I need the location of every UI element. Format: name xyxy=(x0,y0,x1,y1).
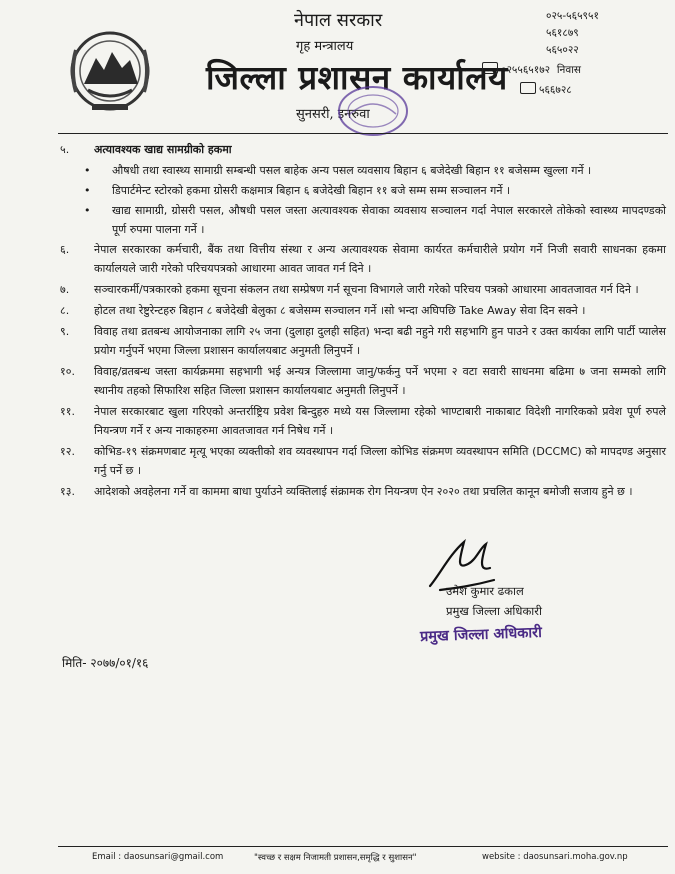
sub-list-item xyxy=(60,181,666,200)
office-seal-stamp-icon xyxy=(336,84,410,138)
list-item xyxy=(60,140,666,159)
list-item xyxy=(60,322,666,360)
list-item xyxy=(60,362,666,400)
item-text: होटल तथा रेष्टुरेन्टहरु बिहान ८ बजेदेखी बेलुका ८ बजेसम्म सञ्चालन गर्ने ।सो भन्दा अघिपछि Take Away सेवा दिन सक्ने । xyxy=(94,304,586,317)
item-number: ७. xyxy=(60,283,70,296)
nepal-emblem-icon xyxy=(62,28,158,114)
phone-number: ०२५-५६५९५१ xyxy=(546,10,599,22)
item-heading: अत्यावश्यक खाद्य सामग्रीको हकमा xyxy=(94,143,232,156)
list-item xyxy=(60,442,666,480)
phone-number: ५६५०२२ xyxy=(546,44,579,56)
item-number: ८. xyxy=(60,304,70,317)
item-number: ६. xyxy=(60,243,70,256)
phone-numbers xyxy=(546,8,599,59)
sub-list-item xyxy=(60,201,666,239)
phone-number: ५६१८७९ xyxy=(546,27,579,39)
footer-website: website : daosunsari.moha.gov.np xyxy=(482,852,628,862)
telephone-icon xyxy=(482,62,498,74)
list-item xyxy=(60,240,666,278)
signatory-name: उमेश कुमार ढकाल xyxy=(446,584,524,598)
designation-stamp: प्रमुख जिल्ला अधिकारी xyxy=(419,624,543,646)
sub-item-text: औषधी तथा स्वास्थ्य सामाग्री सम्बन्धी पसल बाहेक अन्य पसल व्यवसाय बिहान ६ बजेदेखी बिहान ११ बजेसम्म खुल्ला गर्ने । xyxy=(112,164,592,177)
header-government: नेपाल सरकार xyxy=(294,10,383,31)
item-text: विवाह/व्रतबन्ध जस्ता कार्यक्रममा सहभागी भई अन्यत्र जिल्लामा जानु/फर्कनु पर्ने भएमा २ वटा सवारी साधनमा बढिमा ७ जना सम्मको लागि स्थानीय तहको सिफारिश सहित जिल्ला प्रशासन कार्यालयबाट अनुमती लिनुपर्ने । xyxy=(94,365,666,397)
sub-item-text: डिपार्टमेन्ट स्टोरको हकमा ग्रोसरी कक्षमात्र बिहान ६ बजेदेखी बिहान ११ बजे सम्म सम्म सञ्चालन गर्ने । xyxy=(112,184,511,197)
fax-icon xyxy=(520,82,536,94)
item-number: १२. xyxy=(60,445,75,458)
sub-list-item xyxy=(60,161,666,180)
sub-item-text: खाद्य सामाग्री, ग्रोसरी पसल, औषधी पसल जस्ता अत्यावश्यक सेवाका व्यवसाय सञ्चालन गर्दा नेपाल सरकारले तोकेको स्वास्थ्य मापदण्डको पूर्ण रुपमा पालना गर्ने । xyxy=(112,204,666,236)
header-divider xyxy=(58,133,668,134)
item-text: नेपाल सरकारका कर्मचारी, बैंक तथा वित्तीय संस्था र अन्य अत्यावश्यक सेवामा कार्यरत कर्मचारीले प्रयोग गर्ने निजी सवारी साधनका हकमा कार्यालयले जारी गरेको परिचयपत्रको आधारमा आवत जावत गर्न दिने । xyxy=(94,243,666,275)
bullet-icon: • xyxy=(84,164,91,177)
item-text: आदेशको अवहेलना गर्ने वा काममा बाधा पुर्याउने व्यक्तिलाई संक्रामक रोग नियन्त्रण ऐन २०२० तथा प्रचलित कानून बमोजी सजाय हुने छ । xyxy=(94,485,633,498)
footer-email: Email : daosunsari@gmail.com xyxy=(92,852,224,862)
item-text: कोभिड-१९ संक्रमणबाट मृत्यू भएका व्यक्तीको शव व्यवस्थापन गर्दा जिल्ला कोभिड संक्रमण व्यवस्थापन समिति (DCCMC) को मापदण्ड अनुसार गर्नु पर्ने छ । xyxy=(94,445,666,477)
footer-divider xyxy=(58,846,668,847)
item-number: ५. xyxy=(60,143,70,156)
item-text: नेपाल सरकारबाट खुला गरिएको अन्तर्राष्ट्रिय प्रवेश बिन्दुहरु मध्ये यस जिल्लामा रहेको भाण्टाबारी नाकाबाट विदेशी नागरिकको प्रवेश पूर्ण रुपले नियन्त्रण गर्ने र अन्य नाकाहरुमा आवतजावत गर्न निषेध गर्ने । xyxy=(94,405,666,437)
list-item xyxy=(60,301,666,320)
issue-date: मिति- २०७७/०१/१६ xyxy=(62,656,149,670)
item-number: १३. xyxy=(60,485,75,498)
footer-motto: "स्वच्छ र सक्षम निजामती प्रशासन,समृद्धि र सुशासन" xyxy=(254,853,417,863)
item-number: ९. xyxy=(60,325,70,338)
item-number: १०. xyxy=(60,365,75,378)
bullet-icon: • xyxy=(84,184,91,197)
fax-number: ५६६७२८ xyxy=(539,84,572,96)
residence-label: निवास xyxy=(556,64,582,76)
item-text: सञ्चारकर्मी/पत्रकारको हकमा सूचना संकलन तथा सम्प्रेषण गर्न सूचना विभागले जारी गरेको परिचय पत्रको आधारमा आवतजावत गर्न दिने । xyxy=(94,283,639,296)
header-office-title: जिल्ला प्रशासन कार्यालय xyxy=(206,58,508,97)
item-text: विवाह तथा व्रतबन्ध आयोजनाका लागि २५ जना (दुलाहा दुलही सहित) भन्दा बढी नहुने गरी सहभागि हुन पाउने र उक्त कार्यका लागि पार्टी प्यालेस प्रयोग गर्नुपर्ने भएमा जिल्ला प्रशासन कार्यालयबाट अनुमती लिनुपर्ने । xyxy=(94,325,666,357)
header-location: सुनसरी, इनरुवा xyxy=(296,107,370,122)
fax-row xyxy=(520,82,572,97)
list-item xyxy=(60,482,666,501)
residence-phone-row xyxy=(482,62,581,77)
residence-phone: ०२५५६५१७२ xyxy=(501,64,551,76)
list-item xyxy=(60,280,666,299)
bullet-icon: • xyxy=(84,204,91,217)
order-body xyxy=(60,140,666,503)
header-ministry: गृह मन्त्रालय xyxy=(296,39,354,54)
signatory-designation: प्रमुख जिल्ला अधिकारी xyxy=(446,604,542,618)
list-item xyxy=(60,402,666,440)
item-number: ११. xyxy=(60,405,75,418)
